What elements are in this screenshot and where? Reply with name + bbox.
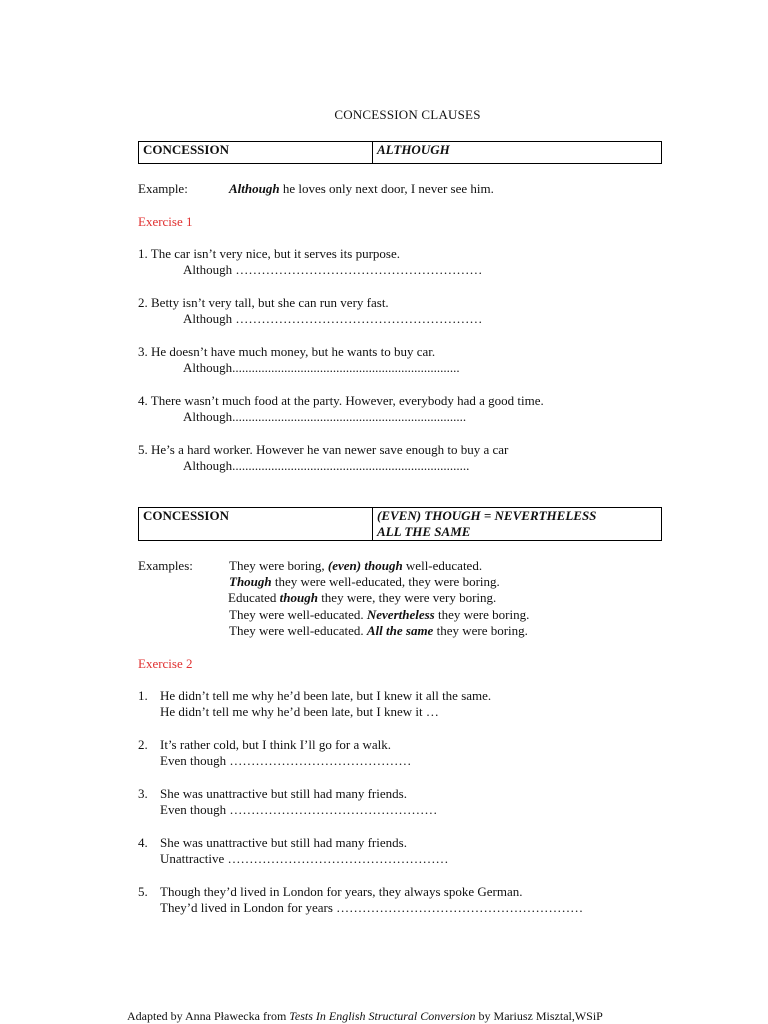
page-title: CONCESSION CLAUSES: [334, 107, 481, 122]
exercise2-item: [138, 688, 491, 720]
example-sentence: [228, 590, 496, 606]
concession-table-though: [138, 507, 662, 541]
footer-book-title: Tests In English Structural Conversion: [289, 1009, 476, 1023]
exercise2-item: [138, 835, 449, 867]
example-line: [138, 181, 188, 197]
example-keyword: Though: [229, 574, 272, 589]
example-text: they were well-educated, they were boring.: [271, 574, 500, 589]
exercise2-answer-line[interactable]: Even though ……………………………………: [160, 753, 412, 768]
example-text: They were well-educated.: [229, 607, 367, 622]
exercise2-question: She was unattractive but still had many friends.: [160, 786, 407, 801]
exercise1-question: 3. He doesn’t have much money, but he wants to buy car.: [138, 344, 436, 359]
example-text: Educated: [228, 590, 280, 605]
item-number: 1.: [138, 688, 148, 703]
exercise1-question: 1. The car isn’t very nice, but it serves its purpose.: [138, 246, 400, 261]
item-number: 5.: [138, 884, 148, 899]
exercise1-item: [138, 442, 508, 474]
examples-label: Examples:: [138, 558, 193, 573]
example-keyword: Although: [229, 181, 280, 196]
concession-table-although: [138, 141, 662, 164]
example-keyword: All the same: [366, 623, 434, 638]
exercise1-answer-line[interactable]: Although......................................................................: [183, 360, 460, 375]
example-sentence: [229, 623, 528, 639]
footer-credit: [127, 1008, 603, 1024]
table-cell-label: CONCESSION: [139, 508, 373, 540]
exercise1-answer-line[interactable]: Although.........................................................................: [183, 458, 470, 473]
exercise2-answer-line[interactable]: He didn’t tell me why he’d been late, but I knew it …: [160, 704, 439, 719]
exercise1-item: [138, 246, 482, 278]
exercise2-question: Though they’d lived in London for years, they always spoke German.: [160, 884, 523, 899]
table-cell-connector: ALTHOUGH: [377, 142, 450, 157]
example-sentence: [229, 574, 500, 590]
table-cell-connectors: [373, 508, 661, 540]
example-keyword: (even) though: [327, 558, 403, 573]
example-text: they were boring.: [433, 623, 528, 638]
example-text: well-educated.: [402, 558, 483, 573]
exercise1-question: 2. Betty isn’t very tall, but she can run very fast.: [138, 295, 389, 310]
exercise2-heading: Exercise 2: [138, 656, 193, 671]
exercise2-item: [138, 884, 583, 916]
exercise1-item: [138, 295, 482, 327]
example-sentence: [229, 558, 482, 574]
exercise2-answer-line[interactable]: They’d lived in London for years …………………………………………………: [160, 900, 584, 915]
table-cell-label: CONCESSION: [139, 142, 373, 163]
connector-line-2: ALL THE SAME: [377, 524, 471, 539]
example-rest: he loves only next door, I never see him.: [279, 181, 494, 196]
example-text: they were boring.: [434, 607, 530, 622]
exercise2-question: He didn’t tell me why he’d been late, but I knew it all the same.: [160, 688, 492, 703]
exercise2-item: [138, 786, 437, 818]
exercise2-question: It’s rather cold, but I think I’ll go for a walk.: [160, 737, 392, 752]
example-keyword: Nevertheless: [366, 607, 435, 622]
exercise2-answer-line[interactable]: Unattractive ……………………………………………: [160, 851, 449, 866]
exercise2-item: [138, 737, 411, 769]
exercise1-heading: Exercise 1: [138, 214, 193, 229]
example-text: they were, they were very boring.: [317, 590, 497, 605]
item-number: 4.: [138, 835, 148, 850]
exercise1-answer-line[interactable]: Although …………………………………………………: [183, 262, 483, 277]
exercise2-answer-line[interactable]: Even though …………………………………………: [160, 802, 438, 817]
exercise1-question: 5. He’s a hard worker. However he van newer save enough to buy a car: [138, 442, 509, 457]
exercise2-question: She was unattractive but still had many friends.: [160, 835, 407, 850]
example-text: They were boring,: [229, 558, 328, 573]
exercise1-item: [138, 393, 544, 425]
exercise1-question: 4. There wasn’t much food at the party. However, everybody had a good time.: [138, 393, 544, 408]
example-sentence: [229, 181, 494, 197]
item-number: 3.: [138, 786, 148, 801]
connector-line-1: (EVEN) THOUGH = NEVERTHELESS: [377, 508, 597, 523]
example-label: Example:: [138, 181, 188, 196]
item-number: 2.: [138, 737, 148, 752]
example-keyword: though: [279, 590, 318, 605]
exercise1-answer-line[interactable]: Although …………………………………………………: [183, 311, 483, 326]
footer-text: by Mariusz Misztal,WSiP: [475, 1009, 603, 1023]
example-sentence: [229, 607, 529, 623]
example-text: They were well-educated.: [229, 623, 367, 638]
exercise1-item: [138, 344, 460, 376]
footer-text: Adapted by Anna Pławecka from: [127, 1009, 290, 1023]
exercise1-answer-line[interactable]: Although........................................................................: [183, 409, 467, 424]
